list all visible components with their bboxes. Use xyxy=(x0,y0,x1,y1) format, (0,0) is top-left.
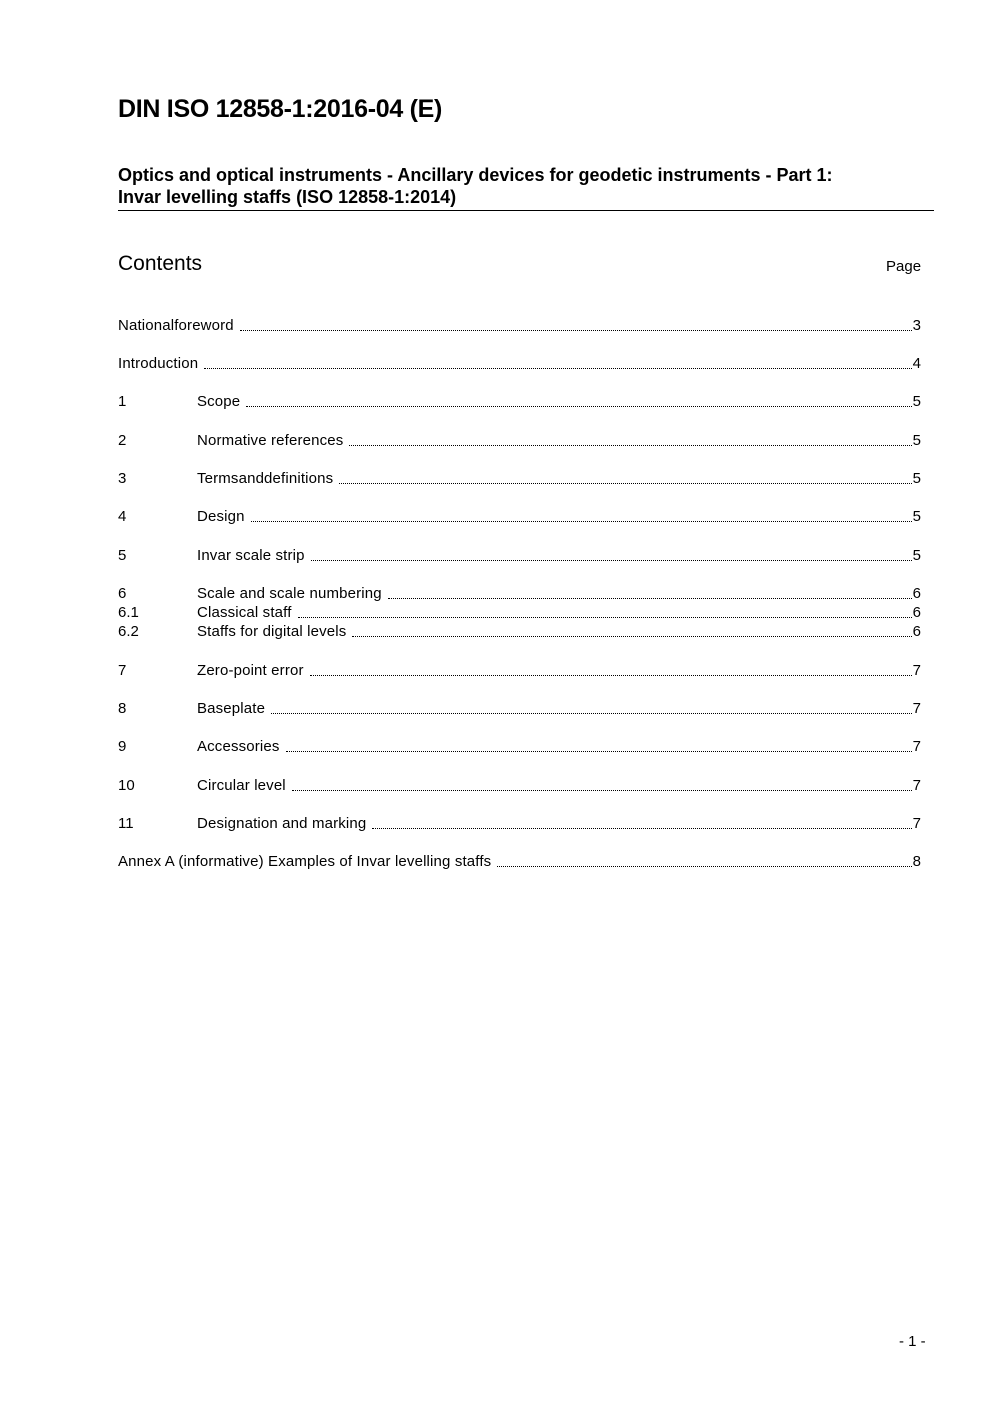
document-title xyxy=(118,164,934,211)
toc-entry-page: 6 xyxy=(912,623,921,640)
toc-dot-leader xyxy=(271,713,912,714)
toc-dot-leader xyxy=(352,636,911,637)
toc-entry-page: 7 xyxy=(912,700,921,717)
toc-entry-label: Normative references xyxy=(197,432,344,449)
toc-entry-page: 7 xyxy=(912,662,921,679)
toc-dot-leader xyxy=(298,617,912,618)
toc-entry-classical-staff[interactable] xyxy=(118,603,921,622)
toc-entry-page: 5 xyxy=(912,393,921,410)
toc-entry-baseplate[interactable] xyxy=(118,699,921,718)
toc-entry-introduction[interactable] xyxy=(118,354,921,373)
toc-entry-label: Introduction xyxy=(118,355,199,372)
toc-entry-label: Design xyxy=(197,508,245,525)
toc-entry-label: Circular level xyxy=(197,777,286,794)
toc-dot-leader xyxy=(349,445,911,446)
toc-entry-label: Scope xyxy=(197,393,241,410)
toc-entry-label: Accessories xyxy=(197,738,280,755)
toc-dot-leader xyxy=(388,598,912,599)
toc-dot-leader xyxy=(292,790,912,791)
toc-dot-leader xyxy=(339,483,911,484)
toc-entry-scope[interactable] xyxy=(118,392,921,411)
toc-entry-zero-point-error[interactable] xyxy=(118,661,921,680)
page-column-heading: Page xyxy=(886,258,922,275)
toc-entry-label: Classical staff xyxy=(197,604,292,621)
toc-entry-page: 8 xyxy=(912,853,921,870)
toc-entry-page: 4 xyxy=(912,355,921,372)
toc-entry-label: Baseplate xyxy=(197,700,266,717)
toc-entry-number: 6.1 xyxy=(118,604,139,621)
toc-entry-normative-references[interactable] xyxy=(118,431,921,450)
document-title-line-1: Optics and optical instruments - Ancillary devices for geodetic instruments - Part 1: xyxy=(118,165,833,185)
toc-entry-page: 5 xyxy=(912,547,921,564)
toc-entry-invar-scale-strip[interactable] xyxy=(118,546,921,565)
toc-entry-page: 5 xyxy=(912,470,921,487)
toc-entry-number: 3 xyxy=(118,470,127,487)
toc-entry-number: 7 xyxy=(118,662,127,679)
toc-entry-label: Termsanddefinitions xyxy=(197,470,334,487)
toc-entry-staffs-for-digital-levels[interactable] xyxy=(118,622,921,641)
toc-entry-number: 2 xyxy=(118,432,127,449)
toc-entry-label: Designation and marking xyxy=(197,815,367,832)
toc-dot-leader xyxy=(240,330,912,331)
toc-entry-number: 9 xyxy=(118,738,127,755)
toc-entry-accessories[interactable] xyxy=(118,737,921,756)
toc-entry-page: 5 xyxy=(912,432,921,449)
toc-entry-page: 7 xyxy=(912,777,921,794)
page-number: - 1 - xyxy=(899,1333,926,1350)
toc-entry-terms-and-definitions[interactable] xyxy=(118,469,921,488)
toc-entry-number: 6.2 xyxy=(118,623,139,640)
toc-entry-national-foreword[interactable] xyxy=(118,316,921,335)
toc-dot-leader xyxy=(372,828,911,829)
toc-entry-label: Zero-point error xyxy=(197,662,304,679)
toc-entry-label: Nationalforeword xyxy=(118,317,234,334)
toc-entry-number: 11 xyxy=(118,815,134,832)
toc-dot-leader xyxy=(204,368,911,369)
toc-dot-leader xyxy=(246,406,911,407)
toc-dot-leader xyxy=(251,521,912,522)
toc-entry-page: 6 xyxy=(912,604,921,621)
toc-entry-number: 6 xyxy=(118,585,127,602)
toc-entry-page: 3 xyxy=(912,317,921,334)
toc-entry-page: 7 xyxy=(912,815,921,832)
toc-entry-page: 7 xyxy=(912,738,921,755)
contents-heading: Contents xyxy=(118,252,203,275)
toc-entry-scale-and-scale-numbering[interactable] xyxy=(118,584,921,603)
toc-dot-leader xyxy=(286,751,912,752)
toc-entry-number: 4 xyxy=(118,508,127,525)
toc-entry-page: 6 xyxy=(912,585,921,602)
toc-entry-number: 8 xyxy=(118,700,127,717)
toc-entry-label: Staffs for digital levels xyxy=(197,623,347,640)
toc-entry-number: 1 xyxy=(118,393,127,410)
document-title-line-2: Invar levelling staffs (ISO 12858-1:2014) xyxy=(118,187,457,207)
toc-entry-number: 5 xyxy=(118,547,127,564)
toc-dot-leader xyxy=(497,866,911,867)
document-id: DIN ISO 12858-1:2016-04 (E) xyxy=(118,95,443,123)
toc-entry-annex-a[interactable] xyxy=(118,852,921,871)
toc-entry-label: Invar scale strip xyxy=(197,547,305,564)
toc-entry-designation-and-marking[interactable] xyxy=(118,814,921,833)
toc-entry-design[interactable] xyxy=(118,507,921,526)
toc-entry-label: Annex A (informative) Examples of Invar levelling staffs xyxy=(118,853,492,870)
toc-entry-number: 10 xyxy=(118,777,135,794)
toc-entry-page: 5 xyxy=(912,508,921,525)
toc-dot-leader xyxy=(310,675,912,676)
toc-entry-circular-level[interactable] xyxy=(118,776,921,795)
toc-dot-leader xyxy=(311,560,912,561)
toc-entry-label: Scale and scale numbering xyxy=(197,585,382,602)
